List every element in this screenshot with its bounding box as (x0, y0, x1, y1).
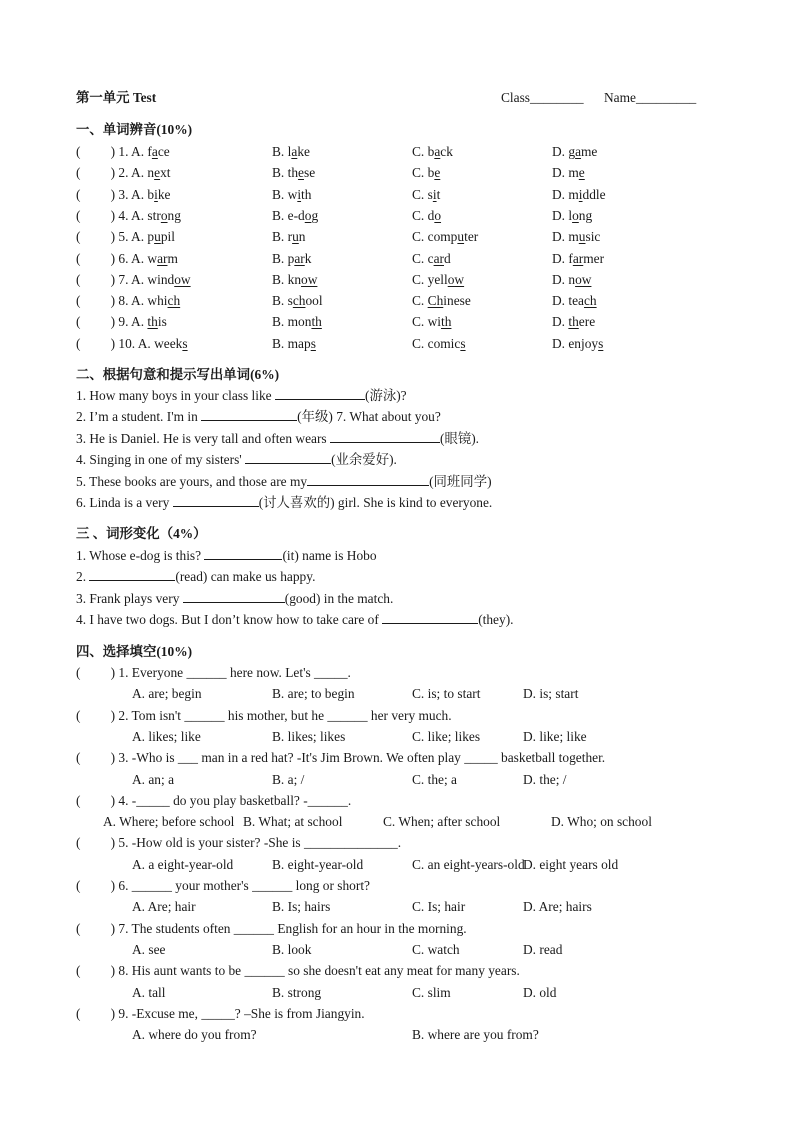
choice-option: B. eight-year-old (272, 856, 364, 872)
answer-blank (382, 609, 478, 624)
fill-row (76, 406, 714, 427)
option-b: B. month (272, 314, 322, 330)
choice-option: A. are; begin (132, 686, 202, 702)
sentence-end: (read) can make us happy. (175, 569, 316, 585)
choice-option: A. likes; like (132, 728, 201, 744)
phonics-row (76, 311, 714, 332)
choice-option: B. What; at school (243, 814, 343, 830)
answer-blank (245, 449, 331, 464)
option-b: B. park (272, 250, 312, 266)
item-number: ( ) 10. A. weeks (76, 335, 188, 351)
choice-option: B. are; to begin (272, 686, 355, 702)
phonics-row (76, 269, 714, 290)
choice-option: A. where do you from? (132, 1027, 257, 1043)
option-b: B. know (272, 271, 318, 287)
option-a: next (147, 165, 171, 181)
option-d: D. teach (552, 293, 597, 309)
forms-row (76, 566, 714, 587)
choice-option: D. old (523, 984, 557, 1000)
sentence-start: 4. I have two dogs. But I don’t know how to take care of (76, 612, 383, 628)
sentence-end: (同班同学) (429, 473, 492, 489)
choice-option: C. an eight-years-old (412, 856, 525, 872)
option-c: C. comics (412, 335, 466, 351)
choice-option: B. a; / (272, 771, 305, 787)
test-title: 第一单元 Test (76, 90, 157, 105)
option-d: D. there (552, 314, 596, 330)
choice-option: C. Is; hair (412, 899, 466, 915)
item-number: ( ) 8. A. which (76, 293, 181, 309)
choice-option: C. slim (412, 984, 451, 1000)
choice-option: A. see (132, 941, 166, 957)
option-c: C. back (412, 144, 453, 159)
option-a: pupil (147, 229, 175, 245)
answer-blank (204, 545, 282, 560)
phonics-row (76, 141, 714, 162)
choice-option: D. eight years old (523, 856, 619, 872)
phonics-row (76, 184, 714, 205)
choice-option: A. an; a (132, 771, 175, 787)
option-d: D. long (552, 207, 593, 223)
section-1-heading: 一、单词辨音(10%) (76, 122, 193, 137)
sentence-start: 3. He is Daniel. He is very tall and often wears (76, 430, 330, 446)
forms-row (76, 588, 714, 609)
sentence-start: 5. These books are yours, and those are my (76, 473, 308, 489)
option-b: B. e-dog (272, 207, 319, 223)
fill-row (76, 449, 714, 470)
item-number: ( ) 3. A. bike (76, 186, 171, 202)
choice-option: D. read (523, 941, 563, 957)
option-d: D. middle (552, 186, 606, 202)
answer-blank (173, 492, 259, 507)
fill-row (76, 471, 714, 492)
fill-row (76, 385, 714, 406)
option-c: C. card (412, 250, 451, 266)
option-a: bike (147, 186, 171, 202)
choice-option: D. is; start (523, 686, 579, 702)
choice-option: B. Is; hairs (272, 899, 331, 915)
item-number: ( ) 6. A. warm (76, 250, 178, 266)
option-c: C. Chinese (412, 293, 471, 309)
choice-option: B. where are you from? (412, 1027, 539, 1043)
choice-option: C. watch (412, 941, 460, 957)
choice-option: A. tall (132, 984, 166, 1000)
answer-blank (307, 471, 429, 486)
sentence-start: 2. (76, 569, 90, 585)
option-a: this (147, 314, 167, 330)
option-b: B. these (272, 165, 316, 181)
sentence-start: 1. How many boys in your class like (76, 388, 275, 403)
fill-row (76, 492, 714, 513)
answer-blank (89, 566, 175, 581)
sentence-end: (眼镜). (439, 430, 480, 446)
option-a: which (147, 293, 181, 309)
option-d: D. farmer (552, 250, 605, 266)
class-label: Class________ (501, 90, 584, 105)
choice-option: C. When; after school (383, 814, 501, 830)
choice-option: C. the; a (412, 771, 457, 787)
option-b: B. lake (272, 144, 310, 159)
phonics-row (76, 226, 714, 247)
item-number: ( ) 4. A. strong (76, 207, 181, 223)
choice-option: C. is; to start (412, 686, 481, 702)
section-2-heading: 二、根据句意和提示写出单词(6%) (76, 367, 280, 382)
section-4-heading: 四、选择填空(10%) (76, 644, 193, 659)
option-b: B. maps (272, 335, 316, 351)
option-c: C. sit (412, 186, 441, 202)
item-number: ( ) 1. A. face (76, 144, 170, 159)
option-c: C. be (412, 165, 441, 181)
option-c: C. do (412, 207, 442, 223)
choice-option: D. Who; on school (551, 814, 652, 830)
option-c: C. with (412, 314, 452, 330)
phonics-row (76, 290, 714, 311)
item-number: ( ) 9. A. this (76, 314, 167, 330)
option-c: C. computer (412, 229, 479, 245)
option-a: strong (147, 207, 181, 223)
sentence-start: 4. Singing in one of my sisters' (76, 452, 246, 468)
option-a: window (147, 271, 191, 287)
phonics-row (76, 162, 714, 183)
sentence-start: 2. I’m a student. I'm in (76, 409, 202, 425)
sentence-end: (it) name is Hobo (282, 548, 377, 563)
answer-blank (183, 588, 285, 603)
fill-row (76, 428, 714, 449)
sentence-end: (讨人喜欢的) girl. She is kind to everyone. (258, 495, 493, 510)
item-number: ( ) 2. A. next (76, 165, 171, 181)
item-number: ( ) 5. A. pupil (76, 229, 175, 245)
option-a: weeks (154, 335, 188, 351)
choice-option: D. Are; hairs (523, 899, 592, 915)
option-b: B. with (272, 186, 312, 202)
choice-option: A. Are; hair (132, 899, 196, 915)
option-d: D. music (552, 229, 601, 245)
answer-blank (275, 385, 365, 400)
sentence-end: (年级) 7. What about you? (297, 409, 441, 425)
header-row (76, 87, 714, 108)
sentence-start: 6. Linda is a very (76, 495, 173, 510)
item-number: ( ) 7. A. window (76, 271, 191, 287)
name-label: Name_________ (604, 90, 697, 105)
sentence-end: (they). (478, 612, 514, 628)
choice-option: D. the; / (523, 771, 567, 787)
phonics-row (76, 205, 714, 226)
sentence-end: (good) in the match. (284, 590, 394, 606)
option-d: D. me (552, 165, 585, 181)
phonics-row (76, 333, 714, 354)
option-b: B. run (272, 229, 306, 245)
forms-row (76, 545, 714, 566)
sentence-start: 3. Frank plays very (76, 590, 183, 606)
option-c: C. yellow (412, 271, 465, 287)
choice-option: C. like; likes (412, 728, 481, 744)
choice-option: B. look (272, 941, 312, 957)
sentence-end: (游泳)? (364, 388, 407, 403)
choice-option: B. strong (272, 984, 322, 1000)
option-a: face (147, 144, 170, 159)
choice-option: B. likes; likes (272, 728, 346, 744)
answer-blank (330, 428, 440, 443)
option-a: warm (147, 250, 178, 266)
choice-option: A. Where; before school (103, 814, 235, 830)
sentence-start: 1. Whose e-dog is this? (76, 548, 205, 563)
option-d: D. game (552, 144, 598, 159)
forms-row (76, 609, 714, 630)
phonics-row (76, 248, 714, 269)
choice-option: A. a eight-year-old (132, 856, 234, 872)
section-3-heading: 三 、词形变化（4%） (76, 526, 207, 541)
answer-blank (201, 406, 297, 421)
sentence-end: (业余爱好). (331, 452, 397, 468)
option-b: B. school (272, 293, 323, 309)
option-d: D. now (552, 271, 592, 287)
choice-option: D. like; like (523, 728, 587, 744)
option-d: D. enjoys (552, 335, 604, 351)
